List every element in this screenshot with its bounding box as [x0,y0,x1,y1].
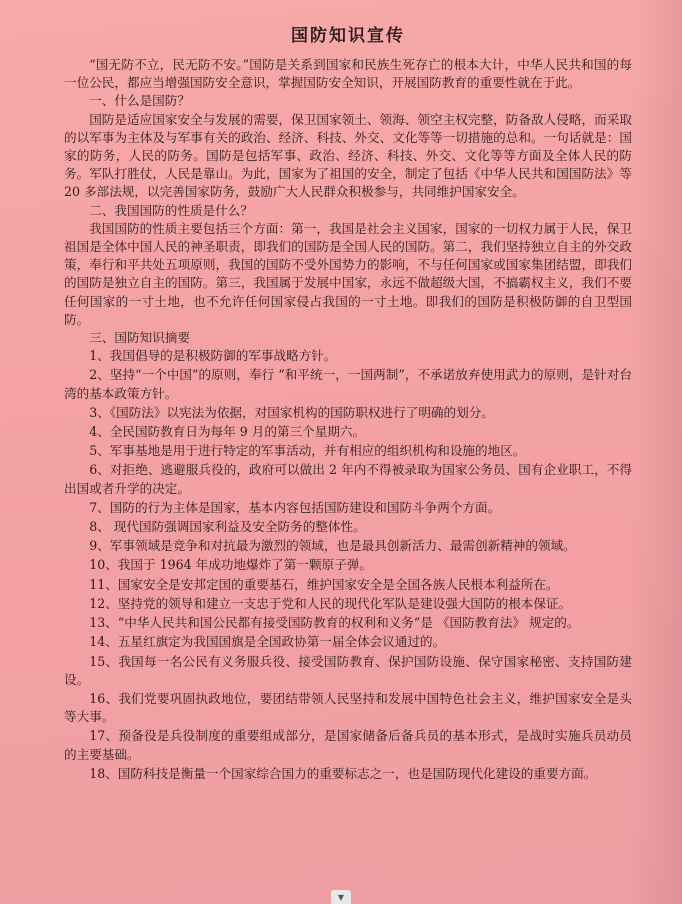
list-item: 11、国家安全是安邦定国的重要基石，维护国家安全是全国各族人民根本利益所在。 [89,576,559,592]
list-item: 1、我国倡导的是积极防御的军事战略方针。 [89,348,337,364]
list-item: 2、坚持“一个中国”的原则，奉行 “和平统一，一国两制”，不承诺放弃使用武力的原则，是针对台湾的基本政策方针。 [64,367,632,401]
knowledge-list [64,347,632,783]
chevron-down-icon[interactable]: ▼ [331,890,351,904]
intro-paragraph: “国无防不立，民无防不安。”国防是关系到国家和民族生死存亡的根本大计，中华人民共和国的每一位公民，都应当增强国防安全意识，掌握国防安全知识，开展国防教育的重要性就在于此。 [64,57,632,91]
list-item: 18、国防科技是衡量一个国家综合国力的重要标志之一，也是国防现代化建设的重要方面。 [89,765,597,781]
section-1-heading: 一、什么是国防？ [89,93,190,109]
list-item: 4、全民国防教育日为每年 9 月的第三个星期六。 [89,424,366,440]
list-item: 9、军事领域是竞争和对抗最为激烈的领域，也是最具创新活力、最需创新精神的领域。 [89,538,576,554]
list-item: 7、国防的行为主体是国家，基本内容包括国防建设和国防斗争两个方面。 [89,499,501,515]
section-3-heading: 三、国防知识摘要 [89,330,190,346]
document-page [64,24,632,784]
list-item: 8、 现代国防强调国家利益及安全防务的整体性。 [89,519,366,535]
list-item: 12、坚持党的领导和建立一支忠于党和人民的现代化军队是建设强大国防的根本保证。 [89,595,572,611]
list-item: 6、对拒绝、逃避服兵役的，政府可以做出 2 年内不得被录取为国家公务员、国有企业职工，不得出国或者升学的决定。 [64,462,632,496]
list-item: 10、我国于 1964 年成功地爆炸了第一颗原子弹。 [89,557,372,573]
section-2-body: 我国国防的性质主要包括三个方面：第一，我国是社会主义国家，国家的一切权力属于人民，保卫祖国是全体中国人民的神圣职责，即我们的国防是全国人民的国防。第二，我们坚持独立自主的外交政策，奉行和平共处五项原则，我国的国防不受外国势力的影响，不与任何国家或国家集团结盟，即我们的国防是独立自主的国防。第三，我国属于发展中国家，永远不做超级大国，不搞霸权主义，我们不要任何国家的一寸土地，也不允许任何国家侵占我国的一寸土地。即我们的国防是积极防御的自卫型国防。 [64,220,632,327]
document-title: 国防知识宣传 [291,26,405,46]
list-item: 17、预备役是兵役制度的重要组成部分，是国家储备后备兵员的基本形式，是战时实施兵员动员的主要基础。 [64,728,632,762]
list-item: 3、《国防法》以宪法为依据，对国家机构的国防职权进行了明确的划分。 [89,404,494,420]
list-item: 15、我国每一名公民有义务服兵役、接受国防教育、保护国防设施、保守国家秘密、支持国防建设。 [64,653,632,687]
section-2-heading: 二、我国国防的性质是什么？ [89,202,253,218]
list-item: 13、“中华人民共和国公民都有接受国防教育的权利和义务”是 《国防教育法》 规定的。 [89,615,580,631]
list-item: 5、军事基地是用于进行特定的军事活动，并有相应的组织机构和设施的地区。 [89,443,526,459]
list-item: 16、我们党要巩固执政地位，要团结带领人民坚持和发展中国特色社会主义，维护国家安全是头等大事。 [64,690,632,725]
page-shadow [632,0,682,904]
list-item: 14、五星红旗定为我国国旗是全国政协第一届全体会议通过的。 [89,634,446,650]
section-1-body: 国防是适应国家安全与发展的需要，保卫国家领土、领海、领空主权完整，防备敌人侵略，而采取的以军事为主体及与军事有关的政治、经济、科技、外交、文化等等一切措施的总和。一句话就是：国家的防务，人民的防务。国防是包括军事、政治、经济、科技、外交、文化等等方面及全体人民的防务。军队打胜仗，人民是靠山。为此，国家为了祖国的安全，制定了包括《中华人民共和国国防法》等 20 多部法规，以完善国家防务，鼓励广大人民群众积极参与，共同维护国家安全。 [64,111,632,200]
